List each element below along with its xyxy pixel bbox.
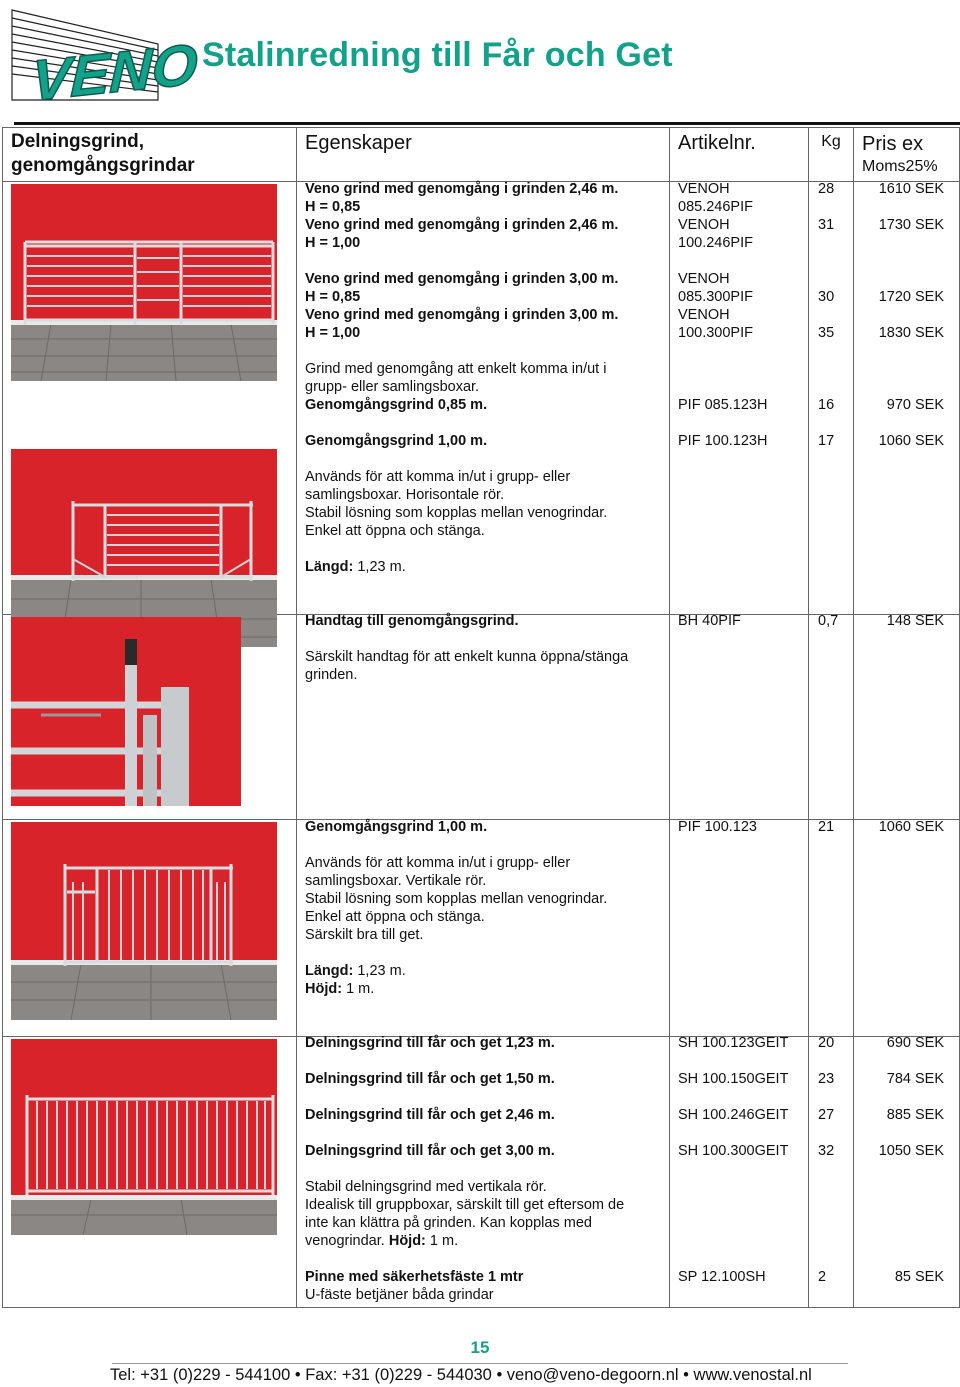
col-article: Artikelnr. — [670, 128, 809, 182]
article-cell — [670, 615, 809, 820]
desc-line: Idealisk till gruppboxar, särskilt till get eftersom de — [305, 1197, 625, 1213]
partition-weights — [818, 1034, 834, 1178]
handle-photo — [11, 617, 241, 806]
block2-item1-article: PIF 085.123H — [678, 397, 768, 413]
height-value: 1 m. — [429, 1233, 459, 1249]
col-weight: Kg — [809, 128, 854, 182]
length-label: Längd: — [305, 559, 354, 575]
desc-line: Används för att komma in/ut i grupp- eller — [305, 855, 571, 871]
gate-photo-double — [11, 184, 277, 381]
block1-line: Veno grind med genomgång i grinden 3,00 m. — [305, 271, 619, 287]
partition-item-name: Delningsgrind till får och get 1,23 m. — [305, 1035, 555, 1051]
block1-weights — [818, 180, 834, 342]
photo-cell — [3, 182, 297, 615]
article-number: SH 100.123GEIT — [678, 1035, 789, 1051]
section-heading: Delningsgrind, genomgångsgrindar — [3, 128, 297, 182]
article-number: 085.246PIF — [678, 199, 753, 215]
block1-line: Grind med genomgång att enkelt komma in/ut i — [305, 361, 607, 377]
footer-contact: Tel: +31 (0)229 - 544100 • Fax: +31 (0)229 - 544030 • veno@veno-degoorn.nl • www.venostal.nl — [110, 1366, 812, 1384]
height-label: Höjd: — [388, 1233, 426, 1249]
weight-value: 35 — [818, 325, 835, 341]
article-number: VENOH — [678, 217, 730, 233]
block1-prices — [858, 180, 944, 342]
article-number: VENOH — [678, 307, 730, 323]
price-value: 1720 SEK — [878, 289, 944, 305]
photo-cell — [3, 615, 297, 820]
article-number: VENOH — [678, 271, 730, 287]
block2-item1-weight: 16 — [818, 397, 835, 413]
weight-value: 27 — [818, 1107, 835, 1123]
weight-cell — [809, 615, 854, 820]
block2-item2-price: 1060 SEK — [878, 433, 944, 449]
table-header — [3, 128, 960, 182]
article-number: 100.246PIF — [678, 235, 753, 251]
length-value: 1,23 m. — [357, 963, 406, 979]
article-cell — [670, 820, 809, 1037]
page-number: 15 — [470, 1338, 490, 1357]
desc-line: Enkel att öppna och stänga. — [305, 909, 485, 925]
desc-line: Stabil lösning som kopplas mellan venogrindar. — [305, 891, 608, 907]
price-value: 784 SEK — [886, 1071, 944, 1087]
desc-line: Särskilt handtag för att enkelt kunna öppna/stänga — [305, 649, 629, 665]
weight-value: 28 — [818, 181, 835, 197]
weight-value: 32 — [818, 1143, 835, 1159]
desc-line: Enkel att öppna och stänga. — [305, 523, 485, 539]
logo-text: VENO — [30, 32, 199, 114]
photo-cell — [3, 820, 297, 1037]
desc-line: grinden. — [305, 667, 358, 683]
price-cell — [854, 820, 960, 1037]
partition-prices — [858, 1034, 944, 1178]
handle-weight: 0,7 — [818, 613, 839, 629]
block1-line: Veno grind med genomgång i grinden 3,00 m. — [305, 307, 619, 323]
block2-description — [305, 468, 607, 576]
desc-line: Används för att komma in/ut i grupp- eller — [305, 469, 571, 485]
desc-line: inte kan klättra på grinden. Kan kopplas med — [305, 1215, 592, 1231]
price-value: 885 SEK — [886, 1107, 944, 1123]
length-line — [305, 962, 607, 980]
price-value: 690 SEK — [886, 1035, 944, 1051]
block1-line: H = 0,85 — [305, 289, 361, 305]
table-row — [3, 615, 960, 820]
pin-description: U-fäste betjäner båda grindar — [305, 1287, 494, 1303]
block1-line: grupp- eller samlingsboxar. — [305, 379, 480, 395]
page-title: Stalinredning till Får och Get — [202, 36, 673, 74]
block1-line: H = 1,00 — [305, 325, 361, 341]
vertical-gate-price: 1060 SEK — [878, 819, 944, 835]
weight-value: 30 — [818, 289, 835, 305]
vertical-gate-description — [305, 854, 607, 998]
partition-item-name: Delningsgrind till får och get 1,50 m. — [305, 1071, 555, 1087]
veno-logo — [8, 4, 199, 114]
weight-value: 23 — [818, 1071, 835, 1087]
pin-weight: 2 — [818, 1269, 827, 1285]
vertical-gate-name: Genomgångsgrind 1,00 m. — [305, 819, 488, 835]
price-value: 1610 SEK — [878, 181, 944, 197]
partition-gate-photo — [11, 1039, 277, 1235]
article-number: SH 100.246GEIT — [678, 1107, 789, 1123]
block2-item2-name: Genomgångsgrind 1,00 m. — [305, 433, 488, 449]
block2-item2-weight: 17 — [818, 433, 835, 449]
handle-price: 148 SEK — [886, 613, 944, 629]
partition-item-name: Delningsgrind till får och get 3,00 m. — [305, 1143, 555, 1159]
col-properties: Egenskaper — [297, 128, 670, 182]
height-label: Höjd: — [305, 981, 343, 997]
block2-item1-name: Genomgångsgrind 0,85 m. — [305, 397, 488, 413]
height-value: 1 m. — [346, 981, 375, 997]
partition-description — [305, 1178, 624, 1250]
handle-article: BH 40PIF — [678, 613, 741, 629]
price-value: 1050 SEK — [878, 1143, 944, 1159]
length-label: Längd: — [305, 963, 354, 979]
pin-name: Pinne med säkerhetsfäste 1 mtr — [305, 1269, 524, 1285]
article-number: VENOH — [678, 181, 730, 197]
length-line — [305, 558, 607, 576]
weight-value: 31 — [818, 217, 835, 233]
price-cell — [854, 615, 960, 820]
article-number: SH 100.300GEIT — [678, 1143, 789, 1159]
col-price-sub: Moms25% — [862, 158, 938, 175]
desc-last: venogrindar. — [305, 1233, 385, 1249]
article-number: 085.300PIF — [678, 289, 753, 305]
desc-line — [305, 1232, 624, 1250]
header-rule — [14, 122, 960, 125]
vertical-gate-article: PIF 100.123 — [678, 819, 757, 835]
desc-line: Stabil delningsgrind med vertikala rör. — [305, 1179, 547, 1195]
handle-description — [305, 648, 628, 684]
desc-line: Särskilt bra till get. — [305, 927, 424, 943]
footer-rule — [112, 1363, 848, 1364]
block1-line: Veno grind med genomgång i grinden 2,46 m. — [305, 181, 619, 197]
col-price — [854, 128, 960, 182]
block2-item2-article: PIF 100.123H — [678, 433, 768, 449]
partition-articles — [678, 1034, 788, 1178]
block1-articles — [678, 180, 753, 342]
article-number: SH 100.150GEIT — [678, 1071, 789, 1087]
gate-photo-vertical — [11, 822, 277, 1020]
desc-line: samlingsboxar. Vertikale rör. — [305, 873, 487, 889]
pin-price: 85 SEK — [894, 1269, 944, 1285]
block1-line: H = 0,85 — [305, 199, 361, 215]
block1-lines — [305, 180, 618, 396]
vertical-gate-weight: 21 — [818, 819, 835, 835]
block1-line: H = 1,00 — [305, 235, 361, 251]
desc-line: samlingsboxar. Horisontale rör. — [305, 487, 505, 503]
handle-name: Handtag till genomgångsgrind. — [305, 613, 519, 629]
col-price-label: Pris ex — [862, 133, 924, 155]
price-value: 1830 SEK — [878, 325, 944, 341]
partition-names — [305, 1034, 555, 1178]
partition-item-name: Delningsgrind till får och get 2,46 m. — [305, 1107, 555, 1123]
weight-cell — [809, 820, 854, 1037]
block2-item1-price: 970 SEK — [886, 397, 944, 413]
length-value: 1,23 m. — [357, 559, 406, 575]
photo-cell — [3, 1037, 297, 1308]
weight-value: 20 — [818, 1035, 835, 1051]
height-line — [305, 980, 607, 998]
pin-article: SP 12.100SH — [678, 1269, 766, 1285]
block1-line: Veno grind med genomgång i grinden 2,46 m. — [305, 217, 619, 233]
desc-line: Stabil lösning som kopplas mellan venogrindar. — [305, 505, 608, 521]
properties-cell — [297, 615, 670, 820]
price-value: 1730 SEK — [878, 217, 944, 233]
article-number: 100.300PIF — [678, 325, 753, 341]
